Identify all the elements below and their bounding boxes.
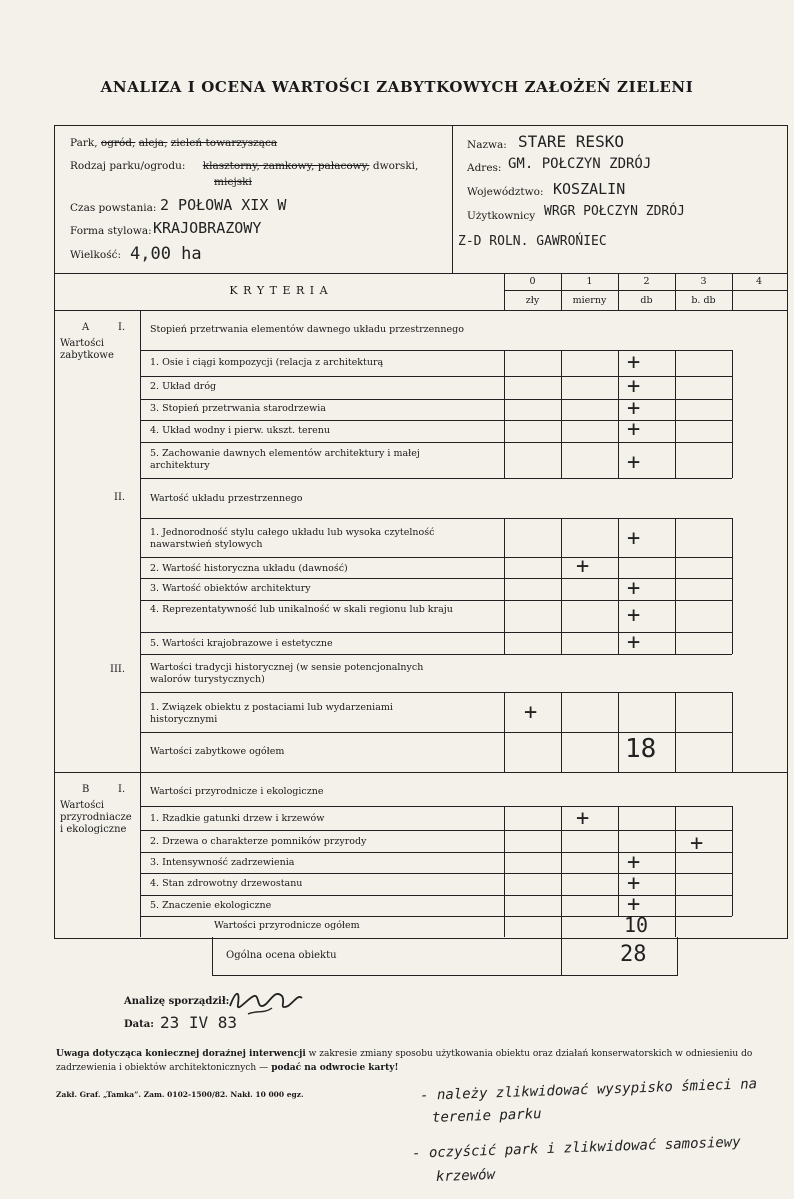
rodzaj-line <box>70 160 418 172</box>
row-line <box>140 632 732 633</box>
analiza-label: Analizę sporządził: <box>124 996 230 1007</box>
section-a-group2-num: II. <box>114 492 126 503</box>
mark-a2-2: + <box>576 554 590 579</box>
col-line-2 <box>618 518 619 654</box>
czas-label: Czas powstania: <box>70 202 157 214</box>
section-b-num: I. <box>118 784 126 795</box>
row-line <box>140 830 732 831</box>
group3-title: Wartości tradycji historycznej (w sensie potencjonalnych walorów turystycznych) <box>150 662 424 685</box>
note-line-1: - należy zlikwidować wysypisko śmieci na <box>419 1076 758 1104</box>
park-type-zielen: zieleń towarzysząca <box>170 137 278 149</box>
grid-header-bottom <box>54 310 788 311</box>
note-line-3: - oczyścić park i zlikwidować samosiewy <box>411 1134 741 1162</box>
mark-a2-5: + <box>627 630 641 655</box>
row-line <box>140 420 732 421</box>
mark-b-5: + <box>627 892 641 917</box>
row-line <box>140 578 732 579</box>
rodzaj-kept: dworski, <box>372 160 419 172</box>
group2-title: Wartość układu przestrzennego <box>150 493 303 504</box>
header-divider <box>452 125 453 273</box>
note-line-2: terenie parku <box>431 1106 542 1126</box>
criterion-b-2: 2. Drzewa o charakterze pomników przyrody <box>150 836 367 847</box>
section-a-group3-num: III. <box>110 664 126 675</box>
section-a-letter: A <box>82 322 90 333</box>
section-a-bottom <box>54 772 788 773</box>
forma-value: KRAJOBRAZOWY <box>153 219 262 237</box>
criterion-a1-5: 5. Zachowanie dawnych elementów architektury i małej architektury <box>150 448 420 471</box>
czas-value: 2 POŁOWA XIX W <box>160 196 287 214</box>
category-column-divider <box>140 310 141 937</box>
criterion-a2-3: 3. Wartość obiektów architektury <box>150 583 311 594</box>
overall-label: Ogólna ocena obiektu <box>226 950 337 961</box>
col-line-1 <box>561 350 562 478</box>
row-line <box>140 518 732 519</box>
uwaga-bold: Uwaga dotycząca koniecznej doraźnej interwencji <box>56 1049 306 1059</box>
col-line-3 <box>675 806 676 937</box>
criterion-a3-1: 1. Związek obiektu z postaciami lub wydarzeniami historycznymi <box>150 702 393 725</box>
row-line <box>140 806 732 807</box>
mark-a1-4: + <box>627 417 641 442</box>
adres-value: GM. POŁCZYN ZDRÓJ <box>508 156 652 172</box>
adres-label: Adres: <box>467 162 502 174</box>
park-type-ogrod: ogród, <box>100 137 136 149</box>
woj-value: KOSZALIN <box>553 180 626 198</box>
woj-label: Województwo: <box>467 186 544 198</box>
score-name-0: zły <box>525 295 540 306</box>
mark-a2-4: + <box>627 603 641 628</box>
header-bottom-line <box>54 273 788 274</box>
park-type-park: Park, <box>70 137 98 149</box>
uwaga-end: podać na odwrocie karty! <box>268 1063 399 1073</box>
nazwa-label: Nazwa: <box>467 139 507 151</box>
score-4: 4 <box>755 276 763 287</box>
printer-info: Zakł. Graf. „Tamka”. Zam. 0102-1500/82. Nakł. 10 000 egz. <box>56 1090 304 1099</box>
mark-a2-1: + <box>627 526 641 551</box>
uzyt-value: WRGR POŁCZYN ZDRÓJ <box>544 204 685 219</box>
park-type-aleja: aleja, <box>138 137 168 149</box>
data-value: 23 IV 83 <box>160 1013 238 1032</box>
kryteria-header: K R Y T E R I A <box>229 284 329 297</box>
group1-title: Stopień przetrwania elementów dawnego układu przestrzennego <box>150 324 464 335</box>
col-line-2 <box>618 350 619 478</box>
row-line <box>140 557 732 558</box>
criterion-a1-2: 2. Układ dróg <box>150 381 217 392</box>
page-title: ANALIZA I OCENA WARTOŚCI ZABYTKOWYCH ZAŁOŻEŃ ZIELENI <box>100 78 694 96</box>
section-b-total-value: 10 <box>624 913 649 937</box>
criterion-b-5: 5. Znaczenie ekologiczne <box>150 900 272 911</box>
row-line <box>140 895 732 896</box>
wielkosc-label: Wielkość: <box>70 249 122 261</box>
uzyt-value-2: Z-D ROLN. GAWROŃIEC <box>458 234 607 249</box>
uwaga-paragraph <box>56 1047 792 1075</box>
col-line-3 <box>675 692 676 772</box>
col-line-3 <box>675 273 676 310</box>
row-line <box>140 399 732 400</box>
criterion-a2-5: 5. Wartości krajobrazowe i estetyczne <box>150 638 333 649</box>
row-line <box>140 692 732 693</box>
col-line-3 <box>675 518 676 654</box>
score-name-3: b. db <box>691 295 716 306</box>
criterion-a1-4: 4. Układ wodny i pierw. ukszt. terenu <box>150 425 330 436</box>
score-name-2: db <box>640 295 653 306</box>
section-b-letter: B <box>82 784 90 795</box>
mark-a2-3: + <box>627 576 641 601</box>
col-line-4 <box>732 518 733 654</box>
section-a-label: Wartości zabytkowe <box>60 338 114 361</box>
score-1: 1 <box>586 276 593 287</box>
uzyt-label: Użytkownicy <box>467 210 536 222</box>
nazwa-value: STARE RESKO <box>518 132 624 151</box>
criterion-b-1: 1. Rzadkie gatunki drzew i krzewów <box>150 813 325 824</box>
col-line-4 <box>732 692 733 772</box>
criterion-b-3: 3. Intensywność zadrzewienia <box>150 857 295 868</box>
criterion-a1-3: 3. Stopień przetrwania starodrzewia <box>150 403 326 414</box>
score-3: 3 <box>700 276 707 287</box>
mark-b-4: + <box>627 871 641 896</box>
mark-a1-2: + <box>627 374 641 399</box>
row-line <box>140 600 732 601</box>
col-line-1 <box>561 806 562 937</box>
section-a-group1-num: I. <box>118 322 126 333</box>
col-line-4 <box>732 273 733 310</box>
col-line-4 <box>732 350 733 478</box>
score-header-mid <box>504 290 788 291</box>
col-line-0 <box>504 518 505 654</box>
section-b-group-title: Wartości przyrodnicze i ekologiczne <box>150 786 324 797</box>
score-0: 0 <box>529 276 536 287</box>
col-line-0 <box>504 806 505 937</box>
col-line-2 <box>618 806 619 916</box>
section-b-label: Wartości przyrodniacze i ekologiczne <box>60 800 132 835</box>
mark-b-3: + <box>627 850 641 875</box>
score-2: 2 <box>643 276 650 287</box>
signature <box>226 984 306 1020</box>
rodzaj-line2: miejski <box>214 176 252 188</box>
mark-a3-1: + <box>524 700 538 725</box>
mark-a1-1: + <box>627 350 641 375</box>
col-line-0 <box>504 350 505 478</box>
criterion-a2-2: 2. Wartość historyczna układu (dawność) <box>150 563 348 574</box>
col-line-1 <box>561 273 562 310</box>
overall-value: 28 <box>620 942 647 967</box>
section-a-total-label: Wartości zabytkowe ogółem <box>150 746 285 757</box>
row-line <box>140 442 732 443</box>
criterion-a2-4: 4. Reprezentatywność lub unikalność w skali regionu lub kraju <box>150 604 453 615</box>
col-line-1 <box>561 692 562 772</box>
col-line-2 <box>618 273 619 310</box>
data-label: Data: <box>124 1019 154 1030</box>
criterion-b-4: 4. Stan zdrowotny drzewostanu <box>150 878 303 889</box>
col-line-4 <box>732 806 733 916</box>
row-line <box>140 852 732 853</box>
mark-b-1: + <box>576 806 590 831</box>
overall-divider <box>561 937 562 976</box>
col-line-3 <box>675 350 676 478</box>
section-a-total-value: 18 <box>625 734 657 764</box>
mark-b-2: + <box>690 831 704 856</box>
col-line-0 <box>504 273 505 310</box>
forma-label: Forma stylowa: <box>70 225 152 237</box>
mark-a1-3: + <box>627 396 641 421</box>
row-line <box>140 654 732 655</box>
row-line <box>140 376 732 377</box>
col-line-1 <box>561 518 562 654</box>
criterion-a1-1: 1. Osie i ciągi kompozycji (relacja z architekturą <box>150 357 384 368</box>
row-line <box>140 873 732 874</box>
rodzaj-struck: klasztorny, zamkowy, pałacowy, <box>202 160 370 172</box>
mark-a1-5: + <box>627 450 641 475</box>
col-line-2 <box>618 692 619 772</box>
score-name-1: mierny <box>572 295 607 306</box>
row-line <box>140 478 732 479</box>
group1-title-bottom <box>140 350 732 351</box>
note-line-4: krzewów <box>435 1166 496 1186</box>
col-line-0 <box>504 692 505 772</box>
criterion-a2-1: 1. Jednorodność stylu całego układu lub wysoka czytelność nawarstwień stylowych <box>150 527 435 550</box>
wielkosc-value: 4,00 ha <box>130 244 202 264</box>
rodzaj-label: Rodzaj parku/ogrodu: <box>70 160 186 172</box>
section-b-total-label: Wartości przyrodnicze ogółem <box>214 920 360 931</box>
park-type-line <box>70 137 277 149</box>
row-line <box>140 732 732 733</box>
uwaga-text: w zakresie zmiany sposobu użytkowania obiektu oraz działań konserwatorskich w odniesieniu do zadrzewienia i obiektów architektonicznych — <box>56 1049 753 1073</box>
